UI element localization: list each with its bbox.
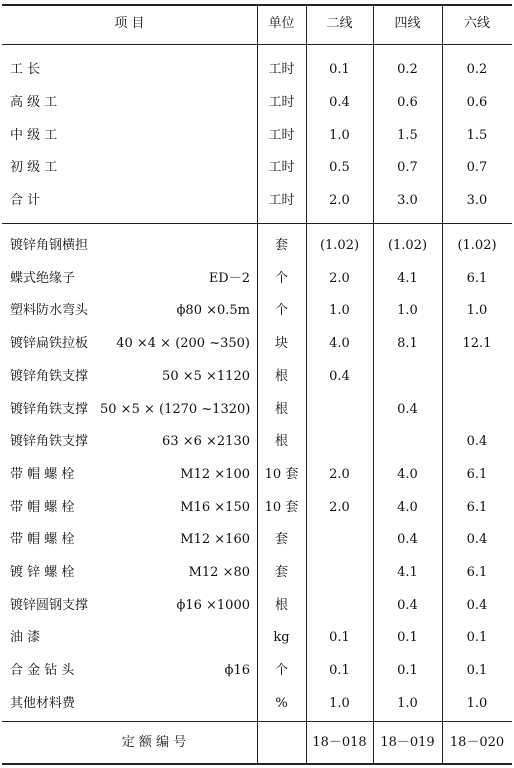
item-unit: 10 套	[264, 466, 299, 482]
item-name: 镀锌角铁支撑	[10, 434, 89, 450]
item-unit: 个	[274, 270, 288, 286]
value-2-wire: 0.1	[329, 62, 350, 77]
col3-divider	[442, 4, 443, 764]
item-name: 镀 锌 螺 栓	[10, 565, 75, 580]
quota-number-col1: 18－018	[312, 735, 367, 750]
item-unit: 工时	[268, 193, 295, 209]
value-2-wire: 0.1	[329, 630, 350, 646]
value-6-wire: (1.02)	[457, 238, 497, 253]
value-6-wire: 0.1	[466, 630, 488, 646]
item-name: 镀锌角铁支撑	[10, 368, 89, 384]
value-6-wire: 12.1	[462, 336, 492, 352]
item-spec: 50 ×5 ×1120	[162, 368, 250, 384]
item-unit: kg	[273, 630, 290, 646]
item-unit: 套	[274, 532, 288, 548]
item-unit: %	[275, 695, 288, 711]
item-unit: 块	[274, 336, 288, 352]
value-4-wire: 3.0	[397, 193, 418, 209]
value-6-wire: 1.0	[466, 303, 488, 319]
value-6-wire: 1.0	[466, 695, 488, 711]
value-4-wire: (1.02)	[387, 238, 428, 253]
value-2-wire: 1.0	[329, 303, 350, 319]
value-4-wire: 1.0	[397, 303, 418, 319]
item-name: 镀锌扁铁拉板	[10, 336, 89, 352]
item-name: 油 漆	[10, 630, 41, 646]
value-6-wire: 6.1	[466, 270, 488, 286]
item-unit: 个	[274, 663, 288, 679]
item-spec: M12 ×100	[180, 466, 250, 482]
item-spec: ϕ16 ×1000	[176, 597, 250, 613]
value-6-wire: 6.1	[466, 565, 488, 580]
item-name: 工 长	[10, 62, 41, 77]
item-name: 塑料防水弯头	[10, 303, 89, 319]
value-6-wire: 0.4	[466, 532, 488, 548]
value-4-wire: 0.1	[397, 630, 418, 646]
value-2-wire: (1.02)	[319, 238, 360, 253]
item-name: 带 帽 螺 栓	[10, 466, 75, 482]
value-4-wire: 4.0	[397, 466, 418, 482]
value-6-wire: 6.1	[466, 466, 488, 482]
item-unit: 10 套	[264, 499, 299, 515]
item-name: 初 级 工	[10, 160, 58, 176]
item-name: 高 级 工	[10, 94, 58, 110]
value-2-wire: 0.4	[329, 94, 350, 110]
item-unit: 个	[274, 303, 288, 319]
item-spec: 50 ×5 × (1270 ~1320)	[100, 401, 251, 417]
item-name: 合 计	[10, 193, 41, 209]
item-unit: 工时	[268, 94, 295, 110]
value-6-wire: 0.6	[466, 94, 488, 110]
item-spec: M12 ×160	[180, 532, 250, 548]
header-col3: 六线	[463, 16, 490, 31]
value-6-wire: 0.4	[466, 597, 488, 613]
value-4-wire: 0.4	[397, 532, 418, 548]
quota-number-col2: 18－019	[380, 735, 435, 750]
value-4-wire: 1.0	[397, 695, 418, 711]
value-2-wire: 0.1	[329, 663, 350, 679]
value-6-wire: 3.0	[466, 193, 488, 209]
item-name: 中 级 工	[10, 127, 58, 143]
item-unit: 套	[274, 238, 288, 253]
item-name: 蝶式绝缘子	[10, 270, 76, 286]
item-unit: 套	[274, 565, 288, 580]
value-4-wire: 0.2	[397, 62, 418, 77]
item-name: 镀锌角铁支撑	[10, 401, 89, 417]
item-unit: 根	[274, 597, 288, 613]
value-2-wire: 0.5	[329, 160, 350, 176]
value-2-wire: 0.4	[329, 368, 350, 384]
value-6-wire: 0.2	[466, 62, 488, 77]
value-2-wire: 2.0	[329, 499, 350, 515]
header-col2: 四线	[394, 16, 421, 31]
item-name: 镀锌圆钢支撑	[10, 597, 89, 613]
value-6-wire: 6.1	[466, 499, 488, 515]
item-name: 带 帽 螺 栓	[10, 532, 75, 548]
value-4-wire: 0.4	[397, 597, 418, 613]
item-spec: ϕ16	[224, 663, 250, 679]
value-2-wire: 1.0	[329, 695, 350, 711]
item-name: 合 金 钻 头	[10, 663, 75, 679]
col2-divider	[373, 4, 374, 764]
quota-number-label: 定 额 编 号	[121, 735, 187, 750]
value-6-wire: 0.1	[466, 663, 488, 679]
item-spec: 63 ×6 ×2130	[162, 434, 250, 450]
value-4-wire: 0.1	[397, 663, 418, 679]
header-unit: 单位	[268, 16, 295, 31]
value-4-wire: 0.6	[397, 94, 418, 110]
item-unit: 工时	[268, 160, 295, 176]
item-spec: ED－2	[208, 270, 250, 286]
quota-number-col3: 18－020	[449, 735, 505, 750]
value-2-wire: 2.0	[329, 193, 350, 209]
value-6-wire: 0.4	[466, 434, 488, 450]
value-2-wire: 4.0	[329, 336, 350, 352]
header-col1: 二线	[326, 16, 353, 31]
item-spec: M12 ×80	[188, 565, 250, 580]
item-spec: 40 ×4 × (200 ~350)	[116, 336, 250, 352]
item-name: 其他材料费	[10, 695, 76, 711]
item-spec: M16 ×150	[180, 499, 250, 515]
value-4-wire: 4.1	[397, 565, 418, 580]
item-unit: 根	[274, 368, 288, 384]
item-unit: 工时	[268, 62, 295, 77]
item-name: 带 帽 螺 栓	[10, 499, 75, 515]
header-item: 项 目	[114, 16, 145, 31]
value-4-wire: 1.5	[397, 127, 418, 143]
item-unit: 根	[274, 401, 288, 417]
item-spec: ϕ80 ×0.5m	[176, 303, 250, 319]
item-name: 镀锌角钢横担	[10, 238, 89, 253]
value-4-wire: 0.4	[397, 401, 418, 417]
value-4-wire: 4.0	[397, 499, 418, 515]
item-unit: 工时	[268, 127, 295, 143]
value-4-wire: 0.7	[397, 160, 418, 176]
value-4-wire: 4.1	[397, 270, 418, 286]
value-6-wire: 1.5	[466, 127, 488, 143]
value-2-wire: 2.0	[329, 466, 350, 482]
value-2-wire: 2.0	[329, 270, 350, 286]
item-unit: 根	[274, 434, 288, 450]
value-6-wire: 0.7	[466, 160, 488, 176]
value-4-wire: 8.1	[397, 336, 418, 352]
value-2-wire: 1.0	[329, 127, 350, 143]
